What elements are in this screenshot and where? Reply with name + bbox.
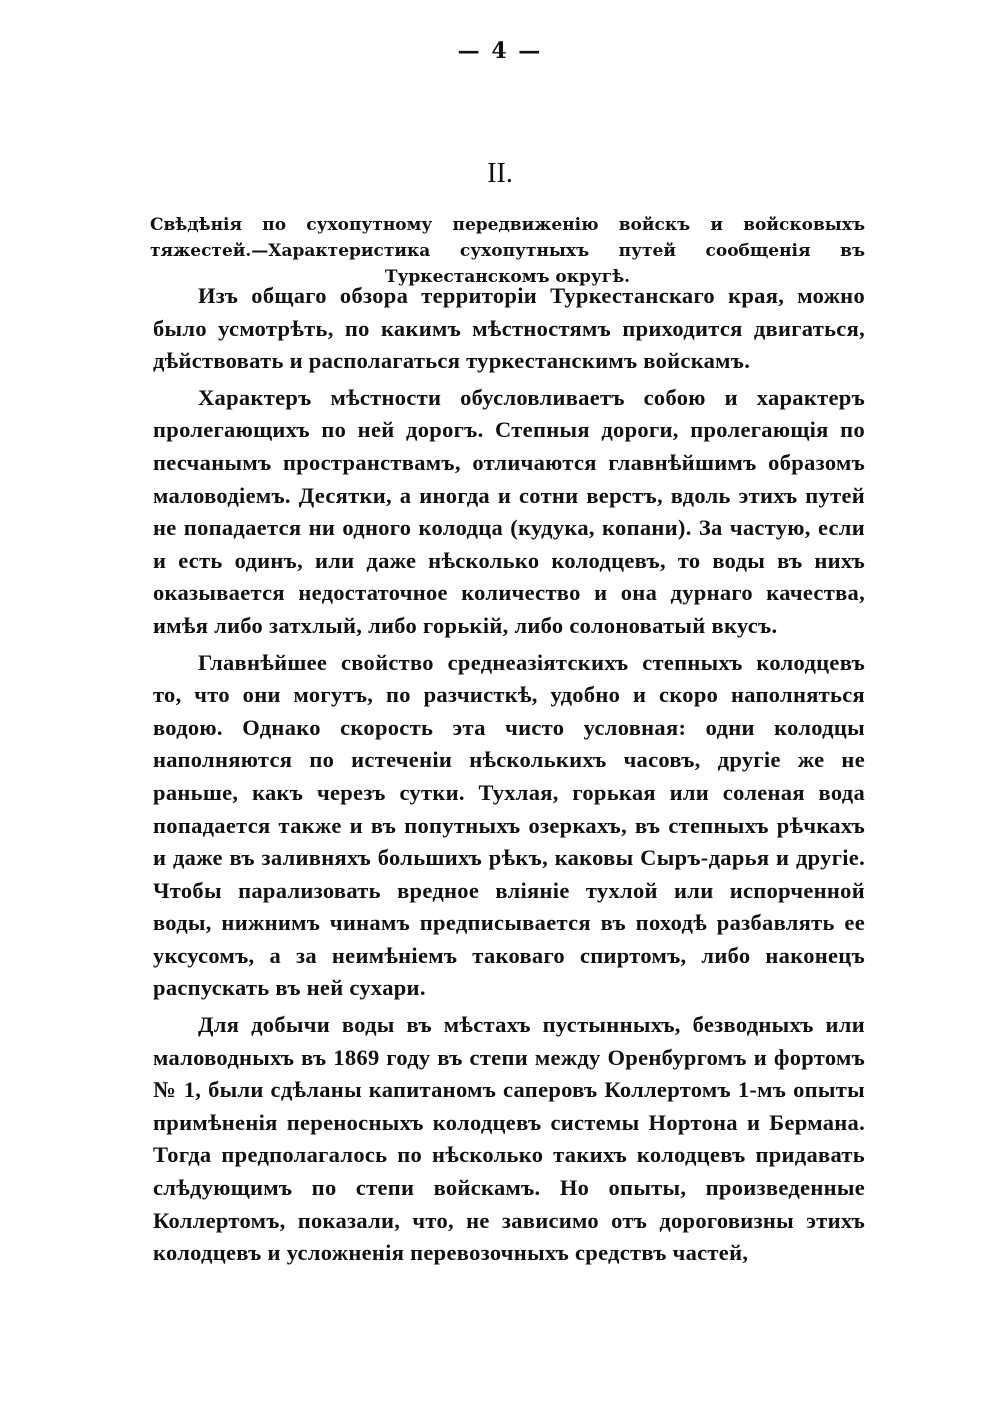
paragraph: Главнѣйшее свойство среднеазіятскихъ степныхъ колодцевъ то, что они могутъ, по разчисткѣ, удобно и скоро наполняться водою. Однако скорость эта чисто условная: одни колодцы наполняются по истеченіи нѣсколькихъ часовъ, другіе же не раньше, какъ черезъ сутки. Тухлая, горькая или соленая вода попадается также и въ попутныхъ озеркахъ, въ степныхъ рѣчкахъ и даже въ заливняхъ большихъ рѣкъ, каковы Сыръ-дарья и другіе. Чтобы парализовать вредное вліяніе тухлой или испорченной воды, нижнимъ чинамъ предписывается въ походѣ разбавлять ее уксусомъ, а за неимѣніемъ таковаго спиртомъ, либо наконецъ распускать въ ней сухари.: [153, 649, 865, 1001]
chapter-heading: II.: [487, 158, 513, 189]
paragraph: Изъ общаго обзора территоріи Туркестанскаго края, можно было усмотрѣть, по какимъ мѣстностямъ приходится двигаться, дѣйствовать и располагаться туркестанскимъ войскамъ.: [153, 283, 865, 374]
chapter-summary: Свѣдѣнія по сухопутному передвиженію войскъ и войсковыхъ тяжестей.—Характеристика сухопутныхъ путей сообщенія въ Туркестанскомъ округѣ.: [150, 215, 865, 287]
page-number: — 4 —: [457, 38, 543, 64]
paragraph: Для добычи воды въ мѣстахъ пустынныхъ, безводныхъ или маловодныхъ въ 1869 году въ степи между Оренбургомъ и фортомъ № 1, были сдѣланы капитаномъ саперовъ Коллертомъ 1-мъ опыты примѣненія переносныхъ колодцевъ системы Нортона и Бермана. Тогда предполагалось по нѣсколько такихъ колодцевъ придавать слѣдующимъ по степи войскамъ. Но опыты, произведенные Коллертомъ, показали, что, не зависимо отъ дороговизны этихъ колодцевъ и усложненія перевозочныхъ средствъ частей,: [153, 1012, 865, 1266]
paragraph: Характеръ мѣстности обусловливаетъ собою и характеръ пролегающихъ по ней дорогъ. Степныя дороги, пролегающія по песчанымъ пространствамъ, отличаются главнѣйшимъ образомъ маловодіемъ. Десятки, а иногда и сотни верстъ, вдоль этихъ путей не попадается ни одного колодца (кудука, копани). За частую, если и есть одинъ, или даже нѣсколько колодцевъ, то воды въ нихъ оказывается недостаточное количество и она дурнаго качества, имѣя либо затхлый, либо горькій, либо солоноватый вкусъ.: [153, 384, 865, 638]
body-text: [153, 280, 865, 1274]
